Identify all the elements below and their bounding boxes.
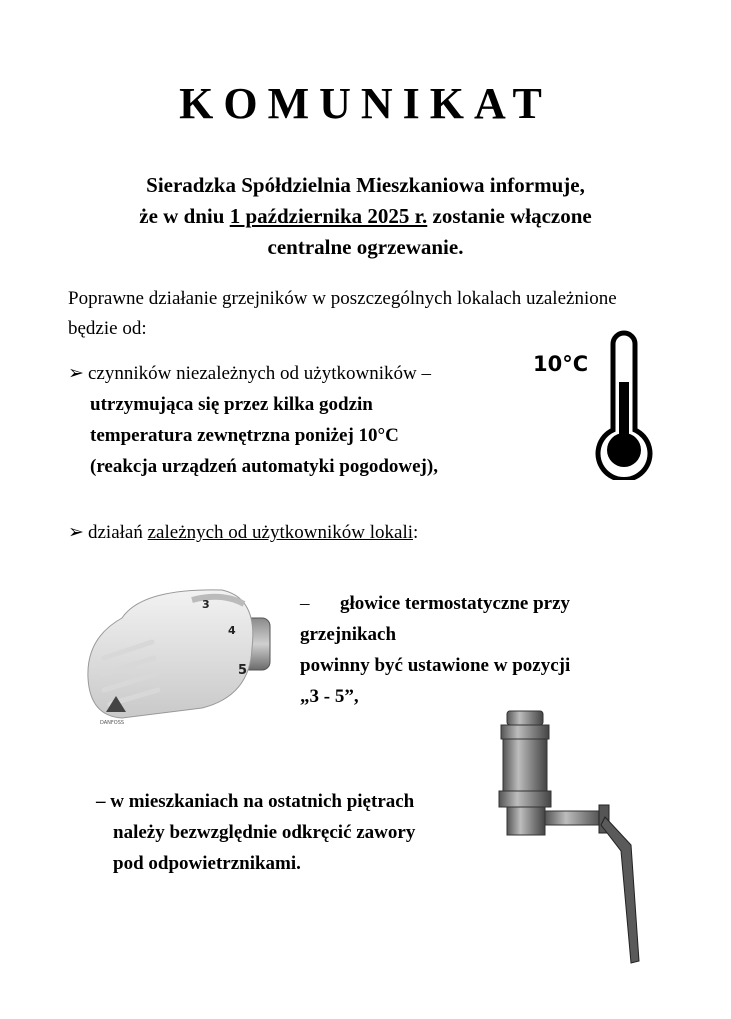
instruction-text: głowice termostatyczne przy xyxy=(340,593,571,614)
intro-line-2 xyxy=(40,201,691,232)
thermometer-label: 10°C xyxy=(533,352,589,376)
bullet-underlined: zależnych od użytkowników lokali xyxy=(147,522,414,543)
bullet-user-actions xyxy=(68,518,418,548)
conditions-paragraph: Poprawne działanie grzejników w poszczególnych lokalach uzależnione będzie od: xyxy=(68,288,617,339)
air-vent-valve-image xyxy=(493,705,653,967)
page-title: KOMUNIKAT xyxy=(179,79,552,128)
bullet-text: działań xyxy=(88,522,148,543)
instruction-line: należy bezwzględnie odkręcić zawory xyxy=(113,822,416,843)
intro-line-1: Sieradzka Spółdzielnia Mieszkaniowa informuje, xyxy=(146,173,585,197)
bullet-external-factors xyxy=(68,358,538,482)
instruction-line: – w mieszkaniach na ostatnich piętrach xyxy=(96,791,415,812)
announcement-intro xyxy=(40,170,691,263)
instruction-line: grzejnikach xyxy=(300,624,397,645)
thermostatic-head-image xyxy=(82,578,282,738)
instruction-line: powinny być ustawione w pozycji xyxy=(300,655,571,676)
dial-number-5: 5 xyxy=(238,663,248,678)
instruction-line: pod odpowietrznikami. xyxy=(113,853,301,874)
dial-number-4: 4 xyxy=(228,624,236,637)
thermostat-instructions xyxy=(300,588,660,712)
bullet-line: temperatura zewnętrzna poniżej 10°C xyxy=(90,425,399,446)
thermometer-icon xyxy=(592,330,656,480)
instruction-line xyxy=(300,588,660,619)
bullet-arrow-icon: ➢ xyxy=(68,522,84,543)
intro-text: zostanie włączone xyxy=(427,204,592,228)
dial-number-3: 3 xyxy=(202,598,210,611)
start-date: 1 października 2025 r. xyxy=(229,204,428,228)
bullet-text: : xyxy=(413,522,419,543)
bullet-arrow-icon: ➢ xyxy=(68,363,84,384)
dash: – xyxy=(300,593,310,614)
intro-text: że w dniu xyxy=(139,204,230,228)
intro-line-3: centralne ogrzewanie. xyxy=(267,235,464,259)
instruction-line: „3 - 5”, xyxy=(300,686,359,707)
bullet-line: (reakcja urządzeń automatyki pogodowej), xyxy=(90,456,438,477)
bullet-line: utrzymująca się przez kilka godzin xyxy=(90,394,373,415)
vent-valve-instructions xyxy=(96,786,516,879)
brand-mark: DANFOSS xyxy=(100,720,125,726)
bullet-lead: czynników niezależnych od użytkowników – xyxy=(88,363,431,384)
